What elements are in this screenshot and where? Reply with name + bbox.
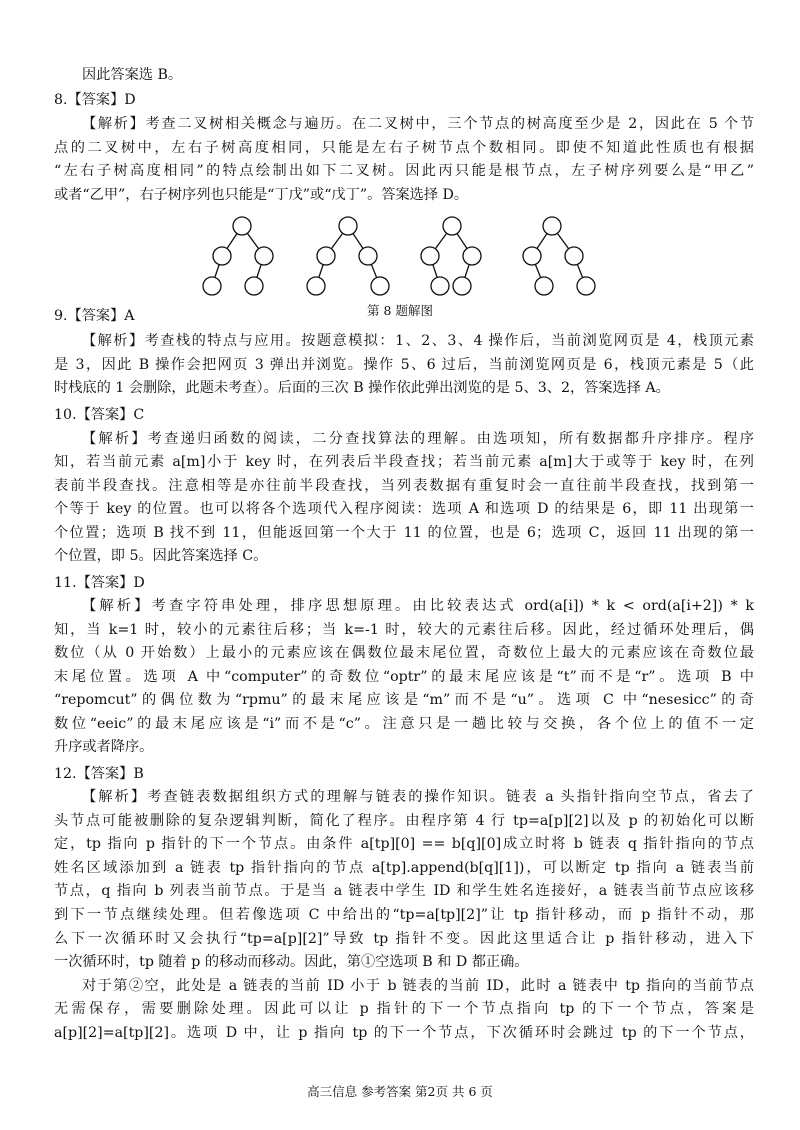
text-line: 末尾位置。选项 A 中“computer”的奇数位“optr”的最末尾应该是“t”而不是“r”。选项 B 中 <box>54 669 754 685</box>
text-line: “左右子树高度相同”的特点绘制出如下二叉树。因此丙只能是根节点，左子树序列要么是“甲乙” <box>54 163 754 179</box>
text-line: 点的二叉树中，左右子树高度相同，只能是左右子树节点个数相同。即使不知道此性质也有根据 <box>54 140 754 156</box>
text-line: 么下一次循环时又会执行“tp=a[p][2]”导致 tp 指针不变。因此这里适合让 p 指针移动，进入下 <box>54 931 754 947</box>
text-line: a[p][2]=a[tp][2]。选项 D 中，让 p 指向 tp 的下一个节点，下次循环时会跳过 tp 的下一个节点， <box>54 1025 754 1041</box>
text-line: 或者“乙甲”，右子树序列也只能是“丁戊”或“戊丁”。答案选择 D。 <box>54 187 469 203</box>
text-line: 8.【答案】D <box>54 92 136 108</box>
text-line: 姓名区域添加到 a 链表 tp 指针指向的节点 a[tp].append(b[q][1])，可以断定 tp 指向 a 链表当前 <box>54 860 754 876</box>
text-line: 【解析】考查字符串处理，排序思想原理。由比较表达式 ord(a[i]) * k < ord(a[i+2]) * k <box>82 598 754 614</box>
text-line: 知，若当前元素 a[m]小于 key 时，在列表后半段查找；若当前元素 a[m]大于或等于 key 时，在列 <box>54 454 754 470</box>
text-line: 10.【答案】C <box>54 407 145 423</box>
binary-tree-4 <box>523 217 595 295</box>
text-line: 11.【答案】D <box>54 575 145 591</box>
text-line: 无需保存，需要删除处理。因此可以让 p 指针的下一个节点指向 tp 的下一个节点，答案是 <box>54 1001 754 1017</box>
text-line: 个位置，即 5。因此答案选择 C。 <box>54 548 268 564</box>
text-line: 到下一节点继续处理。但若像选项 C 中给出的“tp=a[tp][2]”让 tp 指针移动，而 p 指针不动，那 <box>54 907 754 923</box>
page-footer: 高三信息 参考答案 第2页 共 6 页 <box>307 1084 493 1099</box>
text-line: 因此答案选 B。 <box>82 67 183 83</box>
text-line: 对于第②空，此处是 a 链表的当前 ID 小于 b 链表的当前 ID，此时 a 链表中 tp 指向的当前节点 <box>82 978 754 994</box>
text-line: 【解析】考查二叉树相关概念与遍历。在二叉树中，三个节点的树高度至少是 2，因此在 5 个节 <box>82 116 754 132</box>
text-line: 一次循环时，tp 随着 p 的移动而移动。因此，第①空选项 B 和 D 都正确。 <box>54 954 529 970</box>
text-line: 个等于 key 的位置。也可以将各个选项代入程序阅读：选项 A 和选项 D 的结果是 6，即 11 出现第一 <box>54 501 754 517</box>
text-line: 时栈底的 1 会删除，此题未考查）。后面的三次 B 操作依此弹出浏览的是 5、3、2，答案选择 A。 <box>54 380 670 396</box>
text-line: “repomcut”的偶位数为“rpmu”的最末尾应该是“m”而不是“u”。选项 C 中“nesesicc”的奇 <box>54 692 754 708</box>
text-line: 【解析】考查栈的特点与应用。按题意模拟：1、2、3、4 操作后，当前浏览网页是 4，栈顶元素 <box>82 333 754 349</box>
text-line: 数位（从 0 开始数）上最小的元素应该在偶数位最末尾位置，奇数位上最大的元素应该在奇数位最 <box>54 645 754 661</box>
text-line: 是 3，因此 B 操作会把网页 3 弹出并浏览。操作 5、6 过后，当前浏览网页是 6，栈顶元素是 5（此 <box>54 357 754 373</box>
text-line: 数位“eeic”的最末尾应该是“i”而不是“c”。注意只是一趟比较与交换，各个位上的值不一定 <box>54 716 754 732</box>
text-line: 知，当 k=1 时，较小的元素往后移；当 k=-1 时，较大的元素往后移。因此，经过循环处理后，偶 <box>54 622 754 638</box>
text-line: 定，tp 指向 p 指针的下一个节点。由条件 a[tp][0] == b[q][0]成立时将 b 链表 q 指针指向的节点 <box>54 836 754 852</box>
text-line: 9.【答案】A <box>54 308 135 324</box>
binary-tree-3 <box>421 217 481 295</box>
text-line: 12.【答案】B <box>54 766 144 782</box>
text-line: 头节点可能被删除的复杂逻辑判断，简化了程序。由程序第 4 行 tp=a[p][2]以及 p 的初始化可以断 <box>54 813 754 829</box>
text-line: 个位置；选项 B 找不到 11，但能返回第一个大于 11 的位置，也是 6；选项 C，返回 11 出现的第一 <box>54 525 754 541</box>
figure-caption: 第 8 题解图 <box>367 303 433 318</box>
text-line: 节点，q 指向 b 列表当前节点。于是当 a 链表中学生 ID 和学生姓名连接好，a 链表当前节点应该移 <box>54 883 754 899</box>
text-line: 升序或者降序。 <box>54 739 154 755</box>
binary-tree-2 <box>307 217 389 295</box>
binary-tree-figure <box>200 212 600 302</box>
text-line: 【解析】考查链表数据组织方式的理解与链表的操作知识。链表 a 头指针指向空节点，省去了 <box>82 789 754 805</box>
text-line: 【解析】考查递归函数的阅读，二分查找算法的理解。由选项知，所有数据都升序排序。程序 <box>82 431 754 447</box>
text-line: 表前半段查找。注意相等是亦往前半段查找，当列表数据有重复时会一直往前半段查找，找到第一 <box>54 478 754 494</box>
binary-tree-1 <box>203 217 273 295</box>
